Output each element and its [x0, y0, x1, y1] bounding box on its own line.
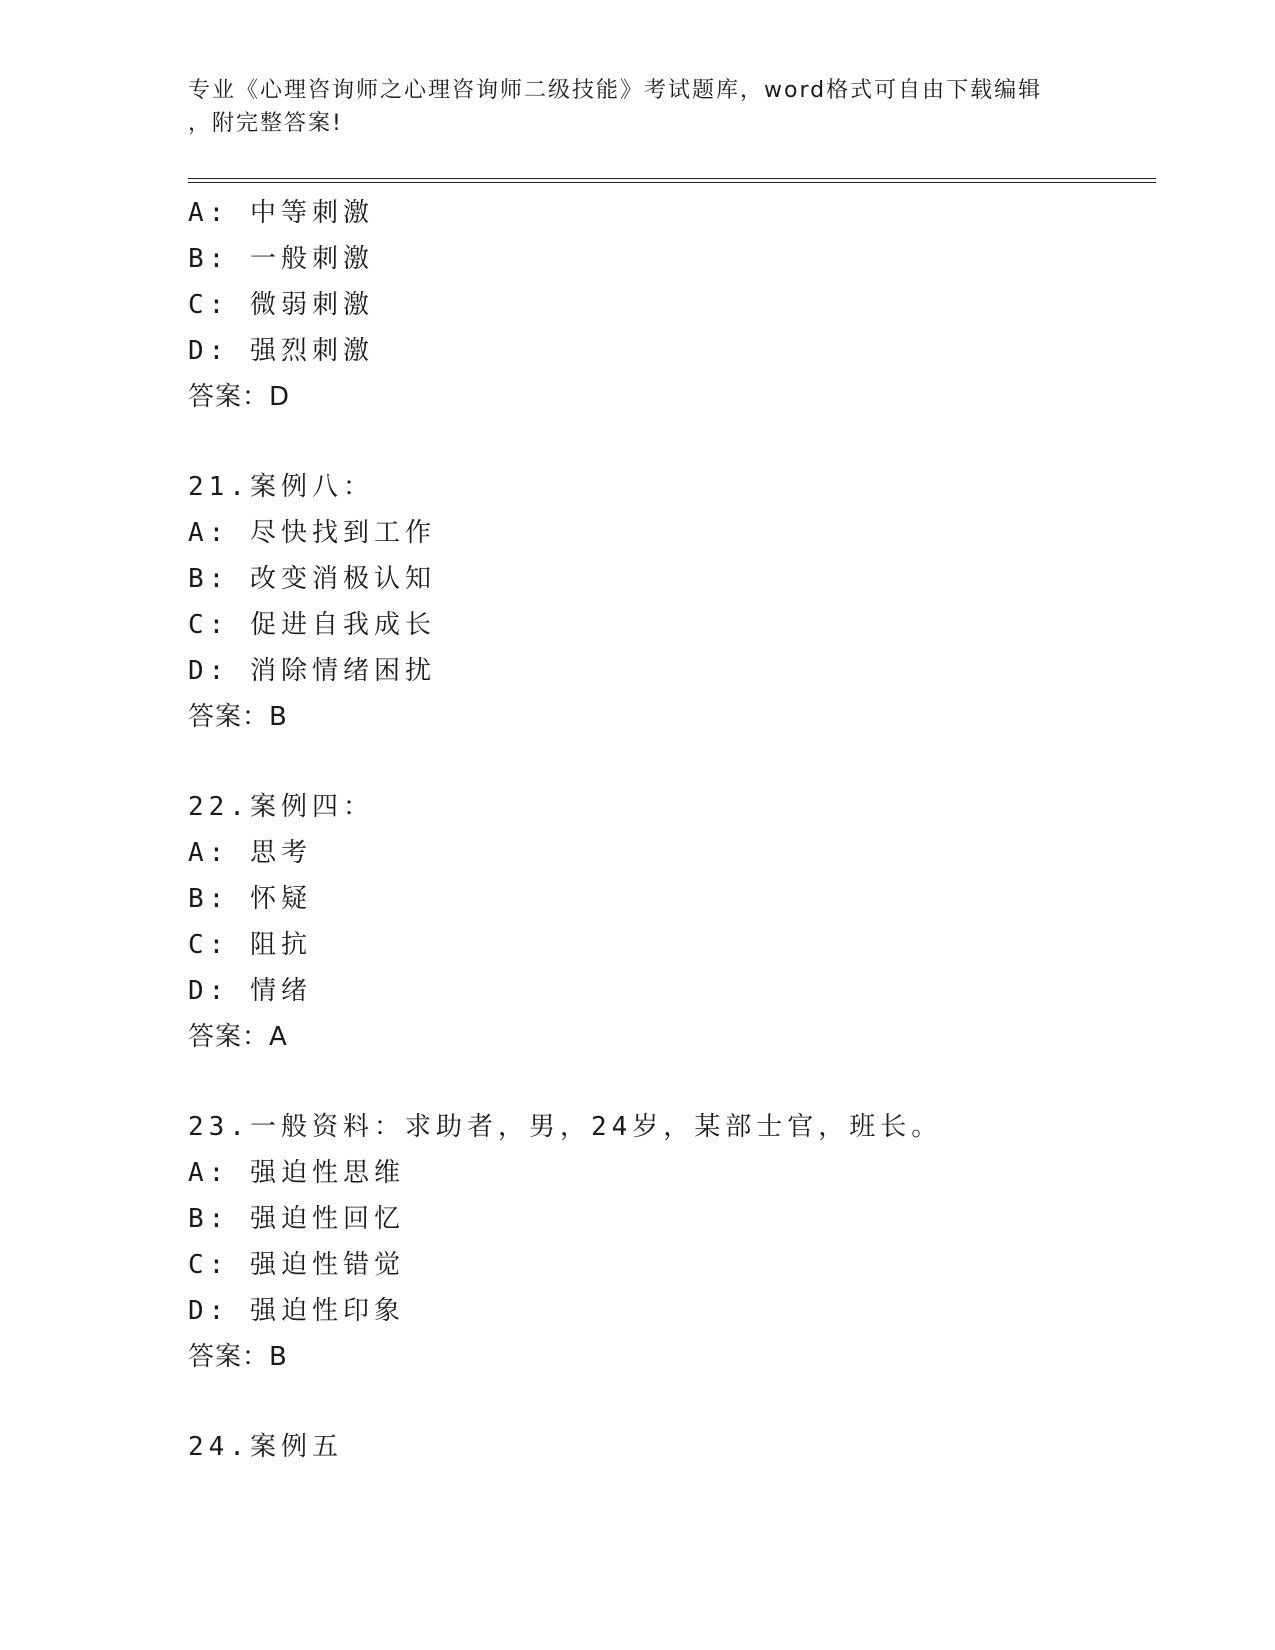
option-c: C: 微弱刺激 — [188, 290, 374, 320]
question-block-24 — [188, 1424, 1148, 1470]
question-title: 22.案例四： — [188, 792, 374, 822]
option-c: C: 阻抗 — [188, 930, 312, 960]
option-d: D: 情绪 — [188, 976, 312, 1006]
option-a: A: 强迫性思维 — [188, 1158, 405, 1188]
option-a: A: 思考 — [188, 838, 312, 868]
question-title: 21.案例八： — [188, 472, 374, 502]
header-line-2: ，附完整答案! — [188, 111, 343, 136]
answer: 答案：A — [188, 1022, 288, 1052]
answer: 答案：B — [188, 702, 288, 732]
option-b: B: 强迫性回忆 — [188, 1204, 405, 1234]
option-b: B: 怀疑 — [188, 884, 312, 914]
question-block-20 — [188, 190, 1148, 420]
answer: 答案：B — [188, 1342, 288, 1372]
option-b: B: 改变消极认知 — [188, 564, 436, 594]
option-c: C: 强迫性错觉 — [188, 1250, 405, 1280]
question-block-21 — [188, 464, 1148, 740]
answer: 答案：D — [188, 382, 291, 412]
header-divider-top — [188, 178, 1156, 179]
option-d: D: 消除情绪困扰 — [188, 656, 436, 686]
question-title: 23.一般资料：求助者，男，24岁，某部士官，班长。 — [188, 1112, 943, 1142]
document-header — [188, 74, 1088, 140]
option-a: A: 尽快找到工作 — [188, 518, 436, 548]
question-block-22 — [188, 784, 1148, 1060]
option-c: C: 促进自我成长 — [188, 610, 436, 640]
option-a: A: 中等刺激 — [188, 198, 374, 228]
option-b: B: 一般刺激 — [188, 244, 374, 274]
option-d: D: 强烈刺激 — [188, 336, 374, 366]
header-line-1: 专业《心理咨询师之心理咨询师二级技能》考试题库，word格式可自由下载编辑 — [188, 78, 1043, 103]
question-title: 24.案例五 — [188, 1432, 343, 1462]
question-list — [188, 190, 1148, 1470]
option-d: D: 强迫性印象 — [188, 1296, 405, 1326]
header-divider-bottom — [188, 182, 1156, 183]
question-block-23 — [188, 1104, 1148, 1380]
